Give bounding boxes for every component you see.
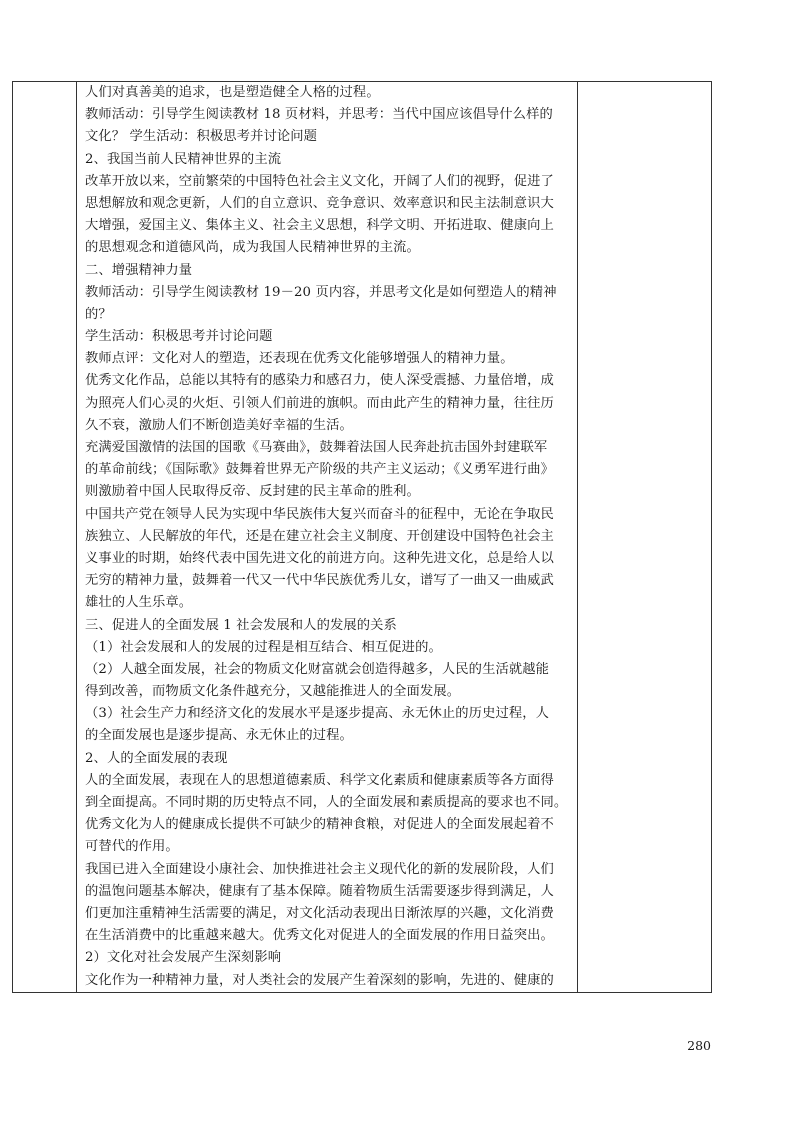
text-line: 文化作为一种精神力量，对人类社会的发展产生着深刻的影响，先进的、健康的: [85, 972, 554, 988]
text-line: 学生活动：积极思考并讨论问题: [85, 329, 273, 345]
text-line: 我国已进入全面建设小康社会、加快推进社会主义现代化的新的发展阶段，人们: [85, 861, 554, 877]
text-line: 二、增强精神力量: [85, 262, 193, 278]
text-line: 久不衰，激励人们不断创造美好幸福的生活。: [85, 417, 353, 433]
text-line: 2、人的全面发展的表现: [85, 750, 228, 766]
text-line: 义事业的时期，始终代表中国先进文化的前进方向。这种先进文化，总是给人以: [85, 550, 554, 566]
text-line: 则激励着中国人民取得反帝、反封建的民主革命的胜利。: [85, 484, 420, 500]
text-line: 教师活动：引导学生阅读教材 19－20 页内容，并思考文化是如何塑造人的精神: [85, 284, 557, 300]
text-line: 教师活动：引导学生阅读教材 18 页材料，并思考：当代中国应该倡导什么样的: [85, 107, 553, 123]
text-line: 雄壮的人生乐章。: [85, 595, 193, 611]
left-column-cell: [13, 82, 77, 993]
text-line: 改革开放以来，空前繁荣的中国特色社会主义文化，开阔了人们的视野，促进了: [85, 173, 554, 189]
lesson-plan-table: [12, 81, 712, 993]
lesson-content: [77, 82, 577, 992]
text-line: 优秀文化作品，总能以其特有的感染力和感召力，使人深受震撼、力量倍增，成: [85, 373, 554, 389]
text-line: 人的全面发展，表现在人的思想道德素质、科学文化素质和健康素质等各方面得: [85, 772, 554, 788]
text-line: 中国共产党在领导人民为实现中华民族伟大复兴而奋斗的征程中，无论在争取民: [85, 506, 554, 522]
text-line: 们更加注重精神生活需要的满足，对文化活动表现出日渐浓厚的兴趣，文化消费: [85, 905, 554, 921]
text-line: 的温饱问题基本解决，健康有了基本保障。随着物质生活需要逐步得到满足，人: [85, 883, 554, 899]
text-line: 优秀文化为人的健康成长提供不可缺少的精神食粮，对促进人的全面发展起着不: [85, 817, 554, 833]
text-line: 大增强，爱国主义、集体主义、社会主义思想，科学文明、开拓进取、健康向上: [85, 218, 554, 234]
text-line: 可替代的作用。: [85, 839, 179, 855]
text-line: 为照亮人们心灵的火炬、引领人们前进的旗帜。而由此产生的精神力量，往往历: [85, 395, 554, 411]
text-line: 教师点评：文化对人的塑造，还表现在优秀文化能够增强人的精神力量。: [85, 351, 514, 367]
text-line: 在生活消费中的比重越来越大。优秀文化对促进人的全面发展的作用日益突出。: [85, 928, 554, 944]
text-line: 族独立、人民解放的年代，还是在建立社会主义制度、开创建设中国特色社会主: [85, 528, 554, 544]
text-line: 的？: [85, 306, 112, 322]
text-line: 得到改善，而物质文化条件越充分，又越能推进人的全面发展。: [85, 684, 461, 700]
text-line: （3）社会生产力和经济文化的发展水平是逐步提高、永无休止的历史过程，人: [85, 706, 550, 722]
text-line: 2）文化对社会发展产生深刻影响: [85, 950, 282, 966]
text-line: 充满爱国激情的法国的国歌《马赛曲》，鼓舞着法国人民奔赴抗击国外封建联军: [85, 440, 548, 455]
text-line: （1）社会发展和人的发展的过程是相互结合、相互促进的。: [85, 639, 442, 655]
text-line: 文化？ 学生活动：积极思考并讨论问题: [85, 129, 318, 145]
text-line: 到全面提高。不同时期的历史特点不同，人的全面发展和素质提高的要求也不同。: [85, 795, 568, 810]
text-line: 2、我国当前人民精神世界的主流: [85, 151, 282, 167]
text-line: 三、促进人的全面发展 1 社会发展和人的发展的关系: [85, 617, 397, 633]
text-line: 的全面发展也是逐步提高、永无休止的过程。: [85, 728, 353, 744]
content-column-cell: [77, 82, 578, 993]
text-line: 无穷的精神力量，鼓舞着一代又一代中华民族优秀儿女，谱写了一曲又一曲威武: [85, 573, 554, 589]
text-line: 的思想观念和道德风尚，成为我国人民精神世界的主流。: [85, 240, 420, 256]
text-line: 的革命前线；《国际歌》鼓舞着世界无产阶级的共产主义运动；《义勇军进行曲》: [85, 462, 554, 478]
text-line: 人们对真善美的追求，也是塑造健全人格的过程。: [85, 85, 380, 100]
right-column-cell: [578, 82, 712, 993]
text-line: （2）人越全面发展，社会的物质文化财富就会创造得越多，人民的生活就越能: [85, 661, 550, 677]
text-line: 思想解放和观念更新，人们的自立意识、竞争意识、效率意识和民主法制意识大: [85, 195, 554, 211]
page-number: 280: [687, 1038, 711, 1053]
